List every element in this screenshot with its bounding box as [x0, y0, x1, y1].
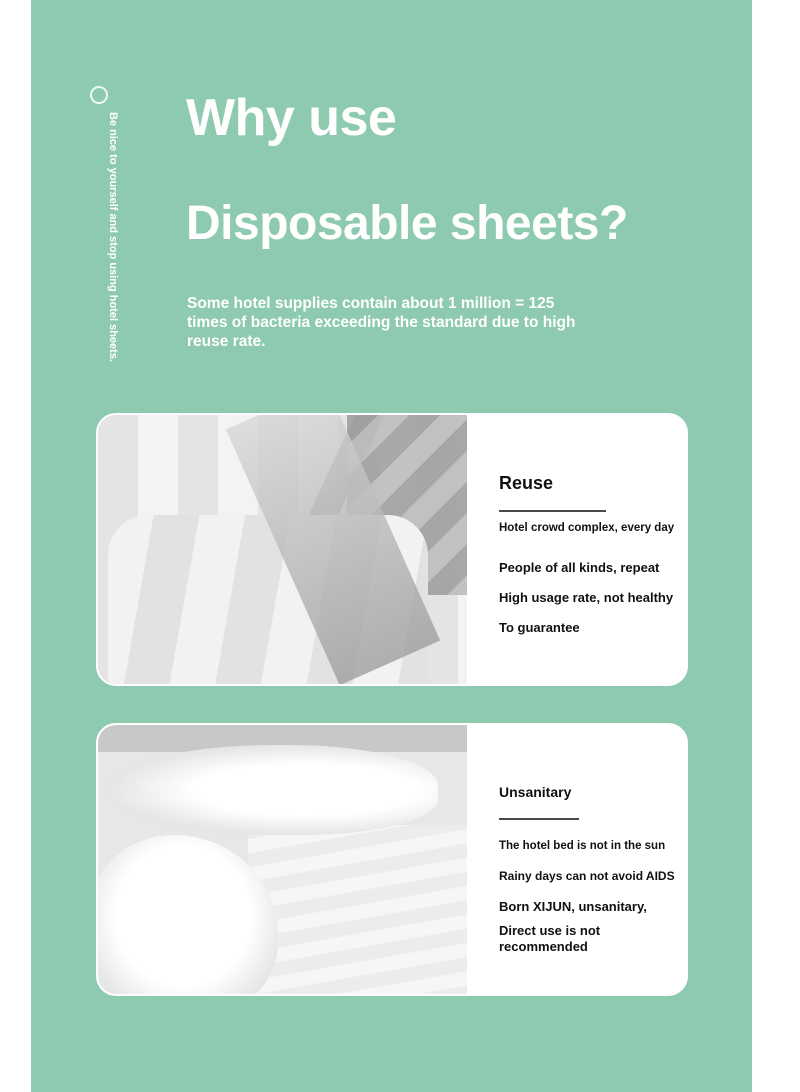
- circle-outline-icon: [90, 86, 108, 104]
- card-item: Direct use is not recommended: [499, 923, 601, 954]
- photo-duvet-lump: [108, 745, 438, 835]
- card-heading: Reuse: [499, 473, 554, 493]
- card-item: Hotel crowd complex, every day: [499, 522, 675, 534]
- reuse-card-content: [499, 415, 684, 684]
- heading-underline: [499, 510, 606, 512]
- unsanitary-card: [96, 723, 688, 996]
- vertical-tagline-text: Be nice to yourself and stop using hotel sheets.: [107, 112, 119, 362]
- side-tagline: [90, 86, 119, 386]
- page-title-line-1: Why use: [186, 89, 397, 147]
- folded-striped-hotel-sheets-photo: [98, 415, 467, 684]
- heading-underline: [499, 818, 579, 820]
- card-item: Rainy days can not avoid AIDS: [499, 869, 675, 883]
- page-title-line-2: Disposable sheets?: [186, 197, 628, 250]
- intro-paragraph: Some hotel supplies contain about 1 million = 125 times of bacteria exceeding the standard due to high reuse rate.: [187, 295, 576, 350]
- photo-flat-sheet: [248, 825, 467, 994]
- card-item: To guarantee: [499, 620, 580, 635]
- card-item: People of all kinds, repeat: [499, 560, 660, 575]
- card-heading: Unsanitary: [499, 784, 572, 800]
- card-item: The hotel bed is not in the sun: [499, 840, 666, 852]
- reuse-card: [96, 413, 688, 686]
- card-item: High usage rate, not healthy: [499, 590, 674, 605]
- unsanitary-card-content: [499, 725, 684, 994]
- rumpled-white-bed-sheets-photo: [98, 725, 467, 994]
- card-item: Born XIJUN, unsanitary,: [499, 899, 647, 914]
